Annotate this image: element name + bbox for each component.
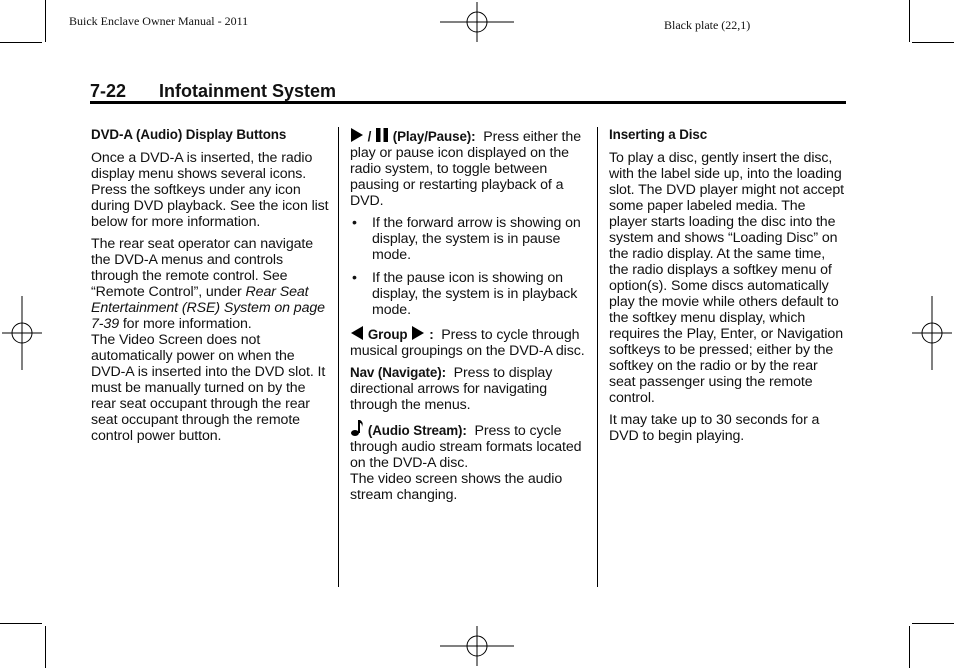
group-next-icon — [411, 325, 425, 341]
column-2 — [350, 127, 588, 509]
audio-stream-label: (Audio Stream): — [367, 423, 467, 438]
section-title: Infotainment System — [159, 81, 337, 101]
crop-mark-br-v — [909, 626, 910, 668]
column-1 — [91, 127, 331, 450]
play-icon — [350, 127, 364, 143]
audio-stream-text-2: The video screen shows the audio stream changing. — [350, 471, 563, 503]
section-rule — [90, 101, 846, 104]
registration-mark-bottom — [440, 626, 514, 666]
bullet-pause-icon: • If the pause icon is showing on display, the system is in playback mode. — [350, 270, 588, 318]
column-3 — [609, 127, 847, 450]
audio-stream-text: Press to cycle through audio stream formats located on the DVD-A disc. — [350, 423, 582, 471]
dvda-paragraph-1: Once a DVD-A is inserted, the radio display menu shows several icons. Press the softkeys under any icon during DVD playback. See the icon list below for more information. — [91, 150, 329, 230]
registration-mark-top — [440, 2, 514, 42]
group-label: Group — [367, 327, 408, 342]
inserting-disc-paragraph-1: To play a disc, gently insert the disc, with the label side up, into the loading slot. The DVD player might not accept some paper labeled media. The player starts loading the disc into the system and shows “Loading Disc” on the radio display. At the same time, the radio displays a softkey menu of option(s). Some discs automatically play the movie while others default to the softkey menu display, which requires the Play, Enter, or Navigation softkeys to be pressed; either by the softkey on the radio or by the rear seat passenger using the remote control. — [609, 150, 844, 406]
dvda-paragraph-2a: The rear seat operator can navigate the DVD-A menus and controls through the remote control. See “Remote Control”, under — [91, 236, 314, 300]
rse-cross-reference[interactable]: Rear Seat Entertainment (RSE) System on page 7-39 — [91, 284, 325, 332]
nav-label: Nav (Navigate): — [350, 365, 446, 380]
group-prev-icon — [350, 325, 364, 341]
registration-mark-left — [2, 296, 42, 370]
crop-mark-bl-h — [0, 623, 42, 624]
crop-mark-tl-v — [45, 0, 46, 42]
play-separator: / — [364, 129, 375, 144]
crop-mark-tl-h — [0, 42, 42, 43]
play-pause-bullets — [350, 215, 588, 318]
inserting-disc-paragraph-2: It may take up to 30 seconds for a DVD to begin playing. — [609, 412, 820, 444]
inserting-disc-heading: Inserting a Disc — [609, 127, 708, 142]
bullet-forward-arrow: • If the forward arrow is showing on display, the system is in pause mode. — [350, 215, 588, 263]
dvda-heading: DVD-A (Audio) Display Buttons — [91, 127, 287, 142]
nav-entry — [350, 365, 588, 413]
crop-mark-bl-v — [45, 626, 46, 668]
music-note-icon — [350, 419, 364, 437]
page-number: 7-22 — [90, 81, 127, 101]
pause-icon — [375, 127, 389, 143]
group-text: Press to cycle through musical groupings on the DVD-A disc. — [350, 327, 585, 359]
group-entry — [350, 325, 588, 359]
dvda-paragraph-3: The Video Screen does not automatically power on when the DVD-A is inserted into the DVD slot. It must be manually turned on by the rear seat occupant through the rear seat occupant through the remote control power button. — [91, 332, 326, 444]
crop-mark-tr-h — [912, 42, 954, 43]
dvda-paragraph-2b: for more information. — [119, 316, 252, 332]
play-pause-label: (Play/Pause): — [392, 129, 476, 144]
play-pause-entry — [350, 127, 588, 209]
play-pause-text: Press either the play or pause icon displayed on the radio system, to toggle between pausing or restarting playback of a DVD. — [350, 129, 581, 209]
plate-label: Black plate (22,1) — [664, 18, 751, 32]
dvda-paragraph-2 — [91, 236, 331, 332]
column-divider-1 — [338, 127, 339, 587]
crop-mark-tr-v — [909, 0, 910, 42]
nav-text: Press to display directional arrows for navigating through the menus. — [350, 365, 553, 413]
manual-title: Buick Enclave Owner Manual - 2011 — [69, 14, 249, 28]
group-colon: : — [429, 327, 434, 342]
crop-mark-br-h — [912, 623, 954, 624]
audio-stream-entry — [350, 419, 588, 471]
registration-mark-right — [912, 296, 952, 370]
column-divider-2 — [597, 127, 598, 587]
